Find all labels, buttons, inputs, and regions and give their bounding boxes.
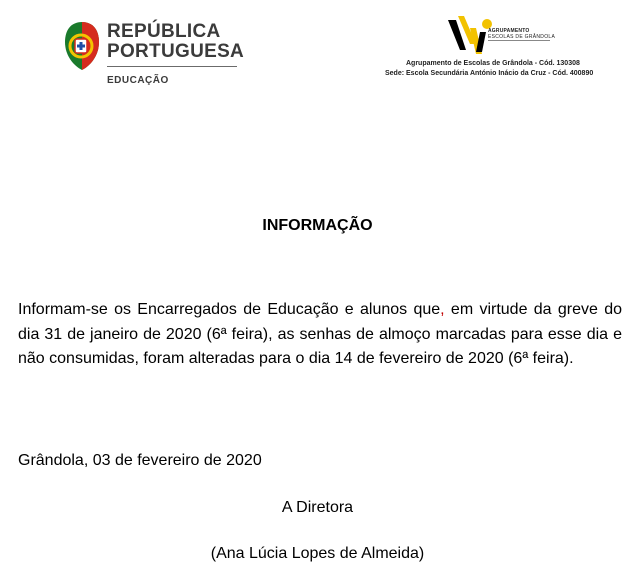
- school-figure-logo-icon: [446, 14, 494, 60]
- government-name-line2: PORTUGUESA: [107, 41, 245, 62]
- school-logo-text-secondary: ESCOLAS DE GRÂNDOLA: [488, 34, 556, 40]
- government-name: [107, 22, 244, 62]
- signature-name: (Ana Lúcia Lopes de Almeida): [210, 545, 425, 562]
- signature-role: A Diretora: [281, 499, 354, 516]
- document-body: [18, 298, 622, 372]
- school-header: [380, 8, 600, 83]
- body-text-part1: Informam-se os Encarregados de Educação e alunos que: [18, 301, 441, 318]
- school-logo-underline: [488, 40, 550, 41]
- ministry-label: EDUCAÇÃO: [107, 75, 169, 86]
- school-logo-text-primary: AGRUPAMENTO: [488, 28, 530, 34]
- government-divider: [107, 66, 237, 67]
- school-group-line: Agrupamento de Escolas de Grândola - Cód. 130308: [406, 60, 580, 67]
- portuguese-coat-of-arms-icon: [62, 20, 102, 72]
- body-text-comma: ,: [440, 301, 445, 318]
- document-title: INFORMAÇÃO: [262, 217, 373, 234]
- school-headquarters-line: Sede: Escola Secundária António Inácio da Cruz - Cód. 400890: [385, 70, 594, 77]
- body-text-part2: em virtude da greve do dia 31 de janeiro de 2020 (6ª feira), as senhas de almoço marcadas para esse dia e não consumidas, foram alteradas para o dia 14 de fevereiro de 2020 (6ª feira).: [18, 301, 622, 367]
- government-header: [62, 20, 245, 90]
- document-date: Grândola, 03 de fevereiro de 2020: [18, 452, 262, 469]
- government-name-line1: REPÚBLICA: [107, 21, 221, 42]
